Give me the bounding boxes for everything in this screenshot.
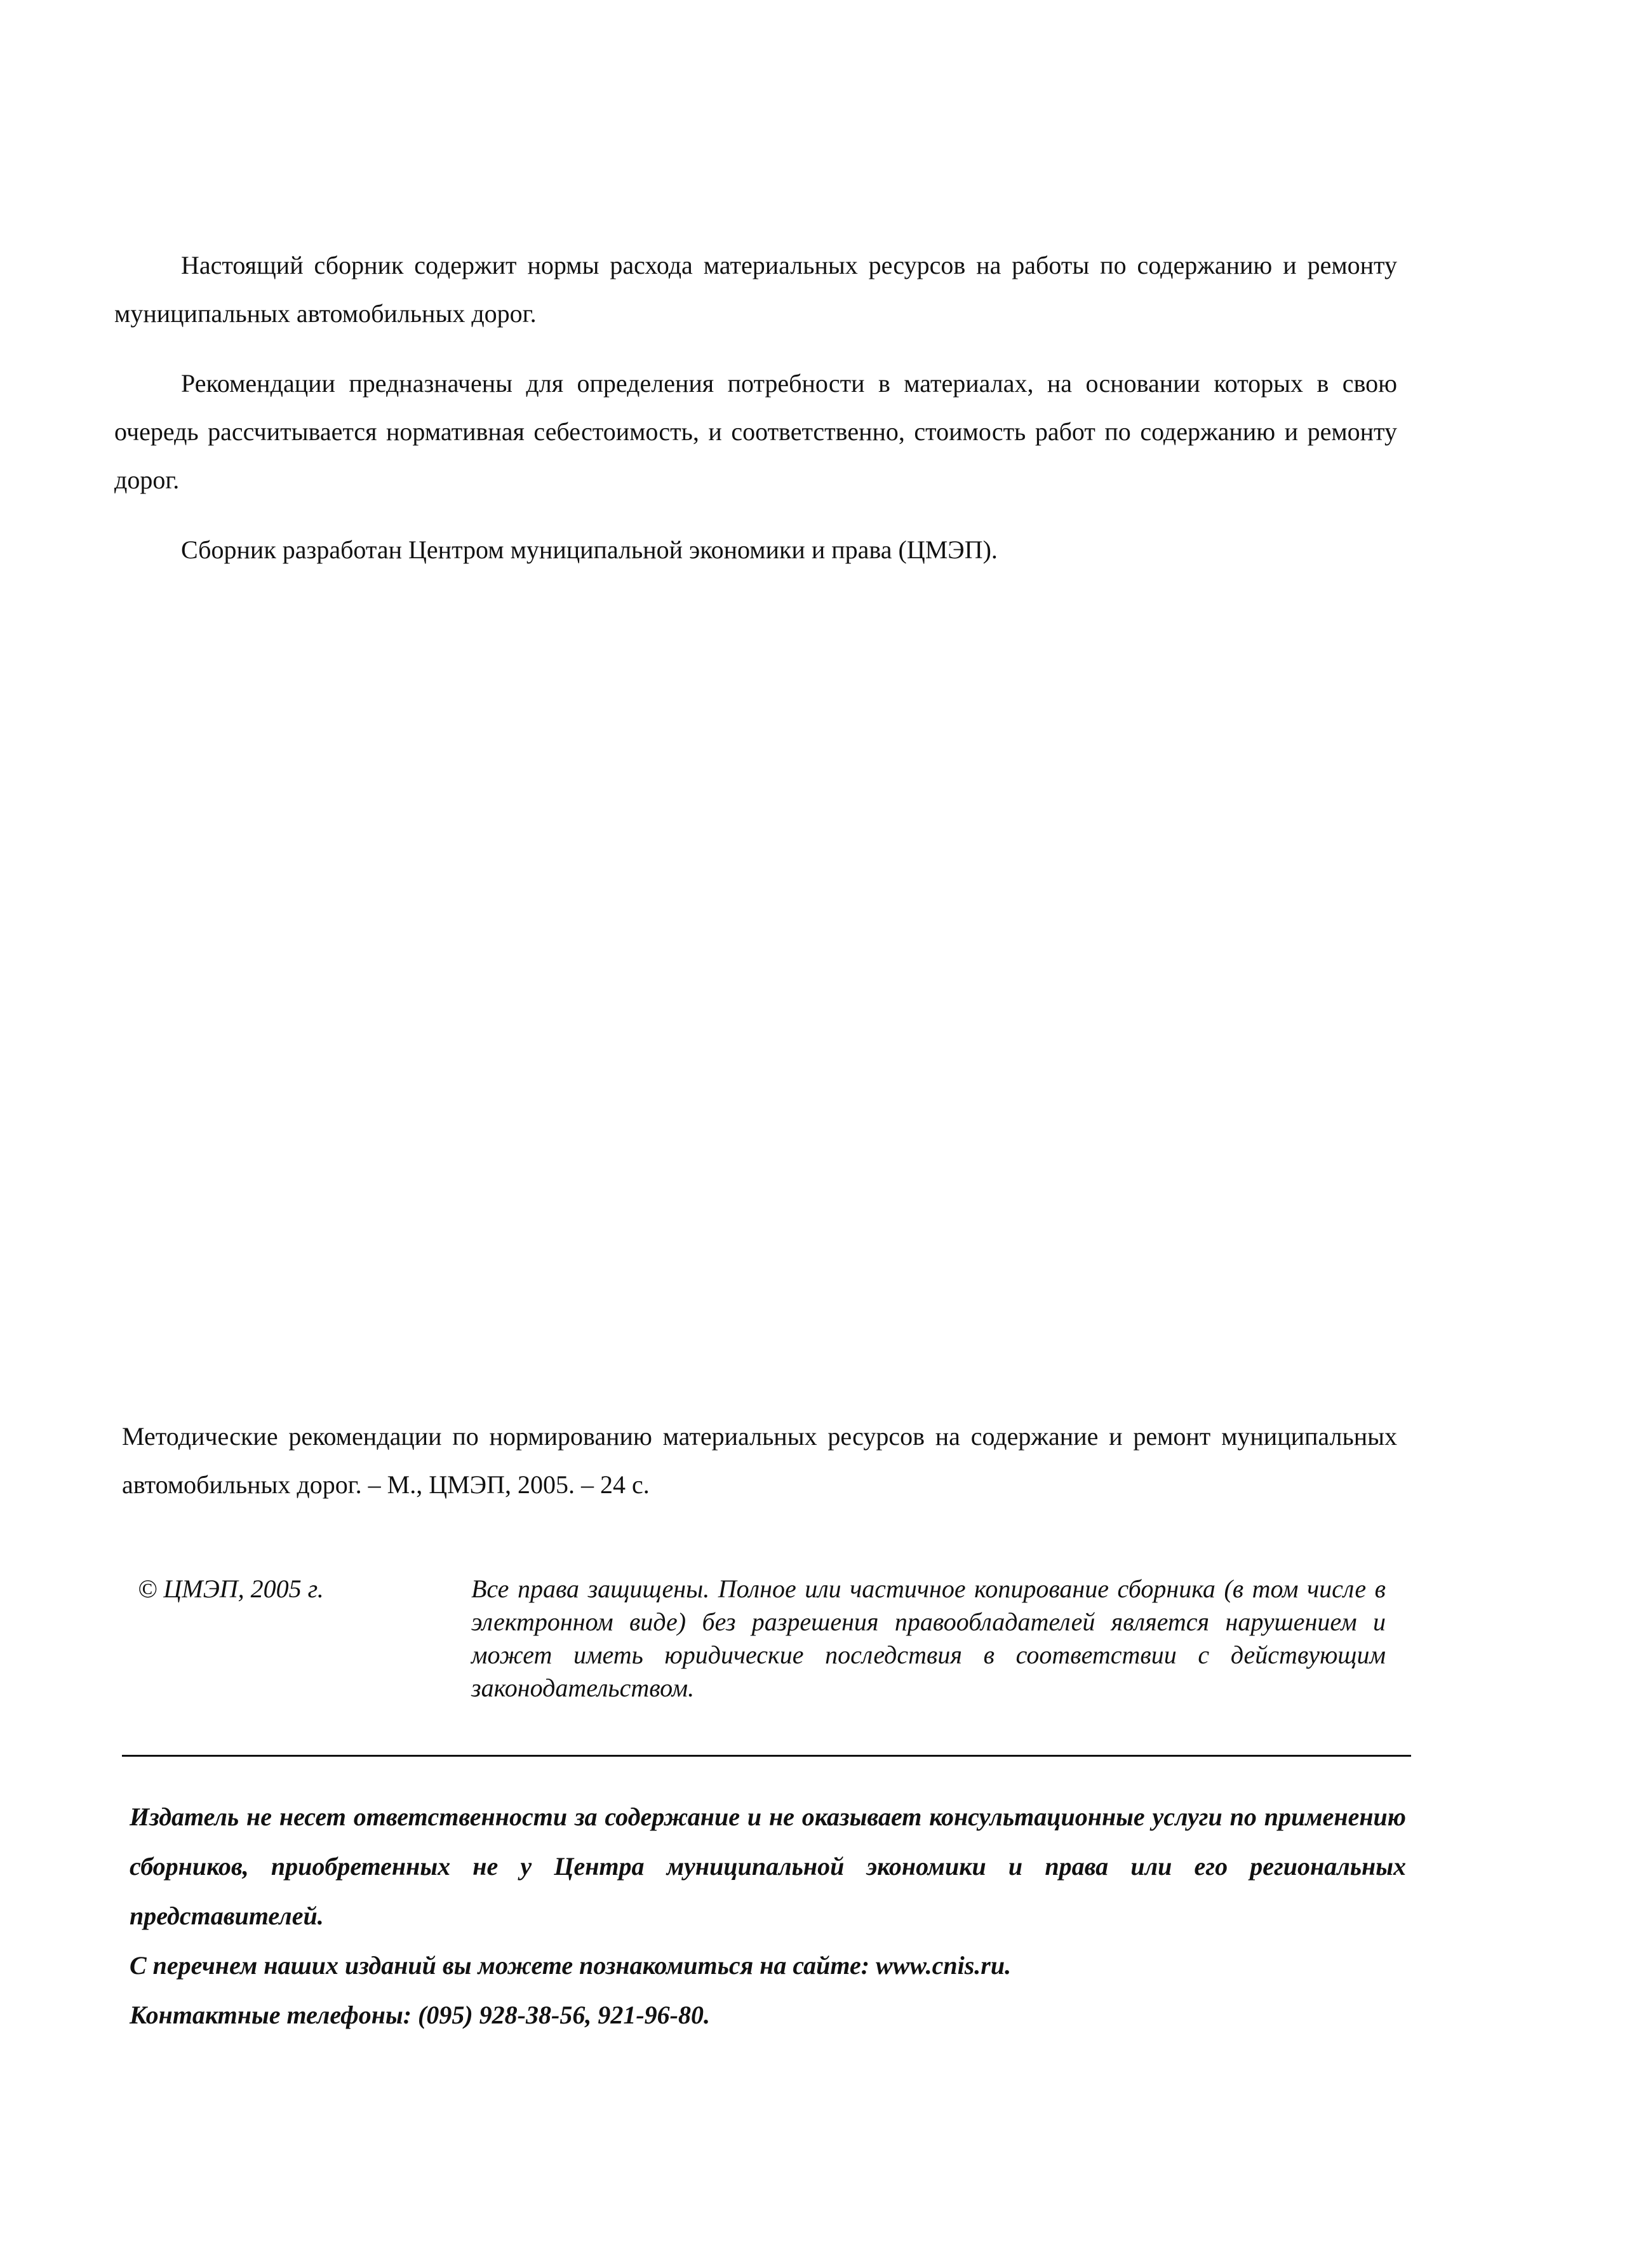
citation-text: Методические рекомендации по нормированию материальных ресурсов на содержание и ремонт муниципальных автомобильных дорог. – М., ЦМЭП, 2005. – 24 с.	[122, 1422, 1397, 1499]
copyright-mark: © ЦМЭП, 2005 г.	[138, 1574, 324, 1603]
intro-paragraph-2: Рекомендации предназначены для определения потребности в материалах, на основании которых в свою очередь рассчитывается нормативная себестоимость, и соответственно, стоимость работ по содержанию и ремонту дорог.	[114, 369, 1397, 494]
intro-section	[114, 241, 1397, 596]
intro-paragraph-3: Сборник разработан Центром муниципальной экономики и права (ЦМЭП).	[181, 535, 998, 564]
catalog-website-line: С перечнем наших изданий вы можете познакомиться на сайте: www.cnis.ru.	[130, 1951, 1012, 1980]
copyright-block	[138, 1573, 1397, 1712]
contact-phones-line: Контактные телефоны: (095) 928-38-56, 921-96-80.	[130, 2001, 710, 2029]
publisher-disclaimer: Издатель не несет ответственности за содержание и не оказывает консультационные услуги по применению сборников, приобретенных не у Центра муниципальной экономики и права или его региональных представителей.	[130, 1802, 1406, 1930]
intro-paragraph-1: Настоящий сборник содержит нормы расхода материальных ресурсов на работы по содержанию и ремонту муниципальных автомобильных дорог.	[114, 251, 1397, 328]
publisher-notice	[130, 1792, 1406, 2040]
rights-notice: Все права защищены. Полное или частичное копирование сборника (в том числе в электронном виде) без разрешения правообладателей является нарушением и может иметь юридические последствия в соответствии с действующим законодательством.	[471, 1574, 1386, 1702]
section-divider	[122, 1755, 1411, 1757]
bibliographic-citation	[122, 1412, 1397, 1509]
